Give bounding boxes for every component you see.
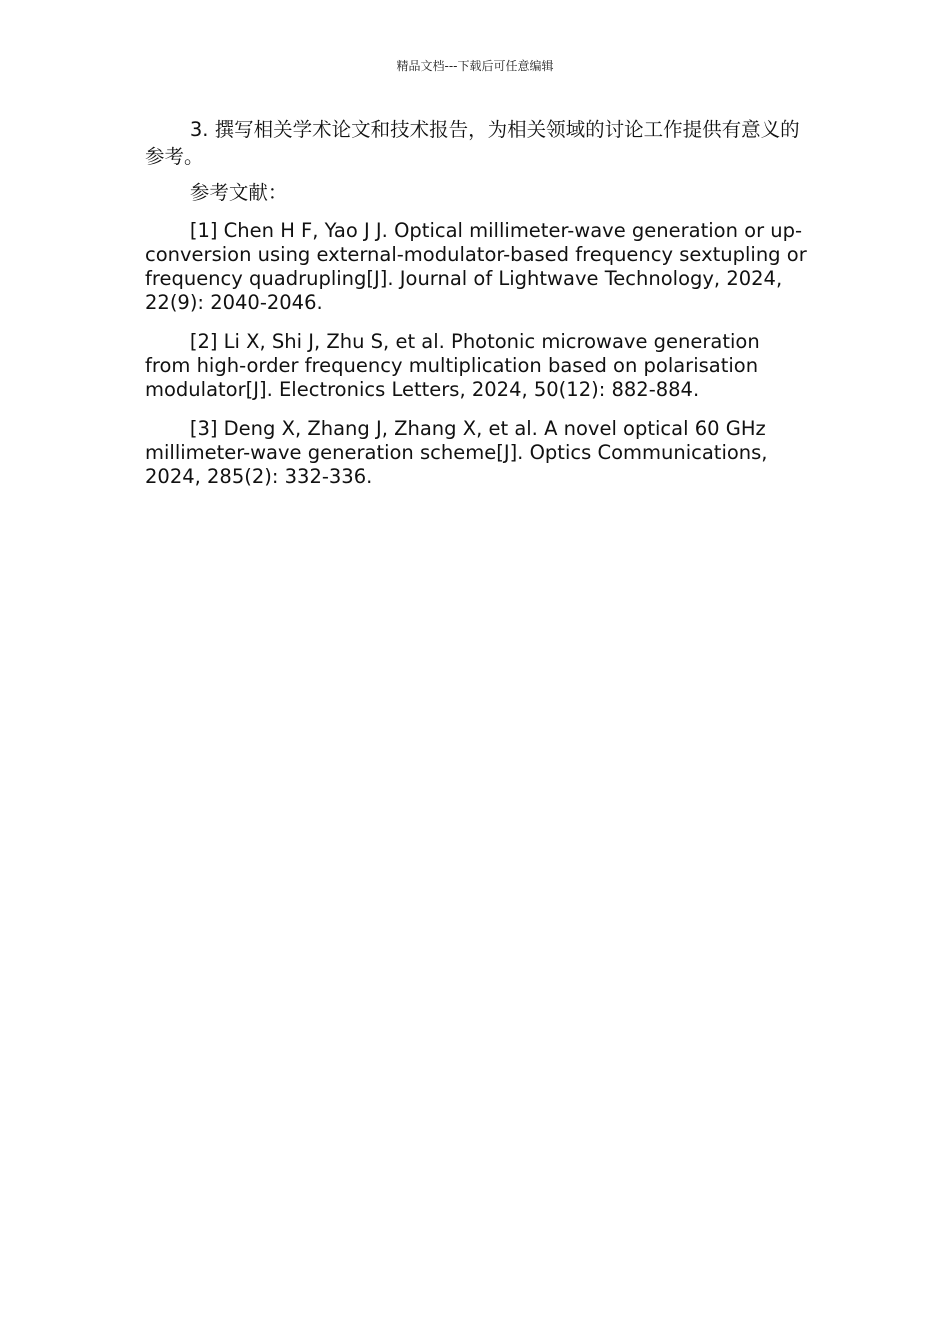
reference-2: [2] Li X, Shi J, Zhu S, et al. Photonic microwave generation from high-order frequency multiplication based on polarisation modulator[J]. Electronics Letters, 2024, 50(12): 882-884. — [145, 330, 760, 401]
paragraph-item-3: 3. 撰写相关学术论文和技术报告，为相关领域的讨论工作提供有意义的参考。 — [145, 118, 800, 168]
page-header: 精品文档---下载后可任意编辑 — [396, 59, 554, 73]
reference-1: [1] Chen H F, Yao J J. Optical millimeter-wave generation or up-conversion using external-modulator-based frequency sextupling or frequency quadrupling[J]. Journal of Lightwave Technology, 2024, 22(9): 2040-2046. — [145, 219, 807, 314]
reference-3: [3] Deng X, Zhang J, Zhang X, et al. A novel optical 60 GHz millimeter-wave generation scheme[J]. Optics Communications, 2024, 285(2): 332-336. — [145, 417, 768, 488]
references-heading: 参考文献： — [189, 181, 288, 204]
document-body — [145, 116, 810, 504]
